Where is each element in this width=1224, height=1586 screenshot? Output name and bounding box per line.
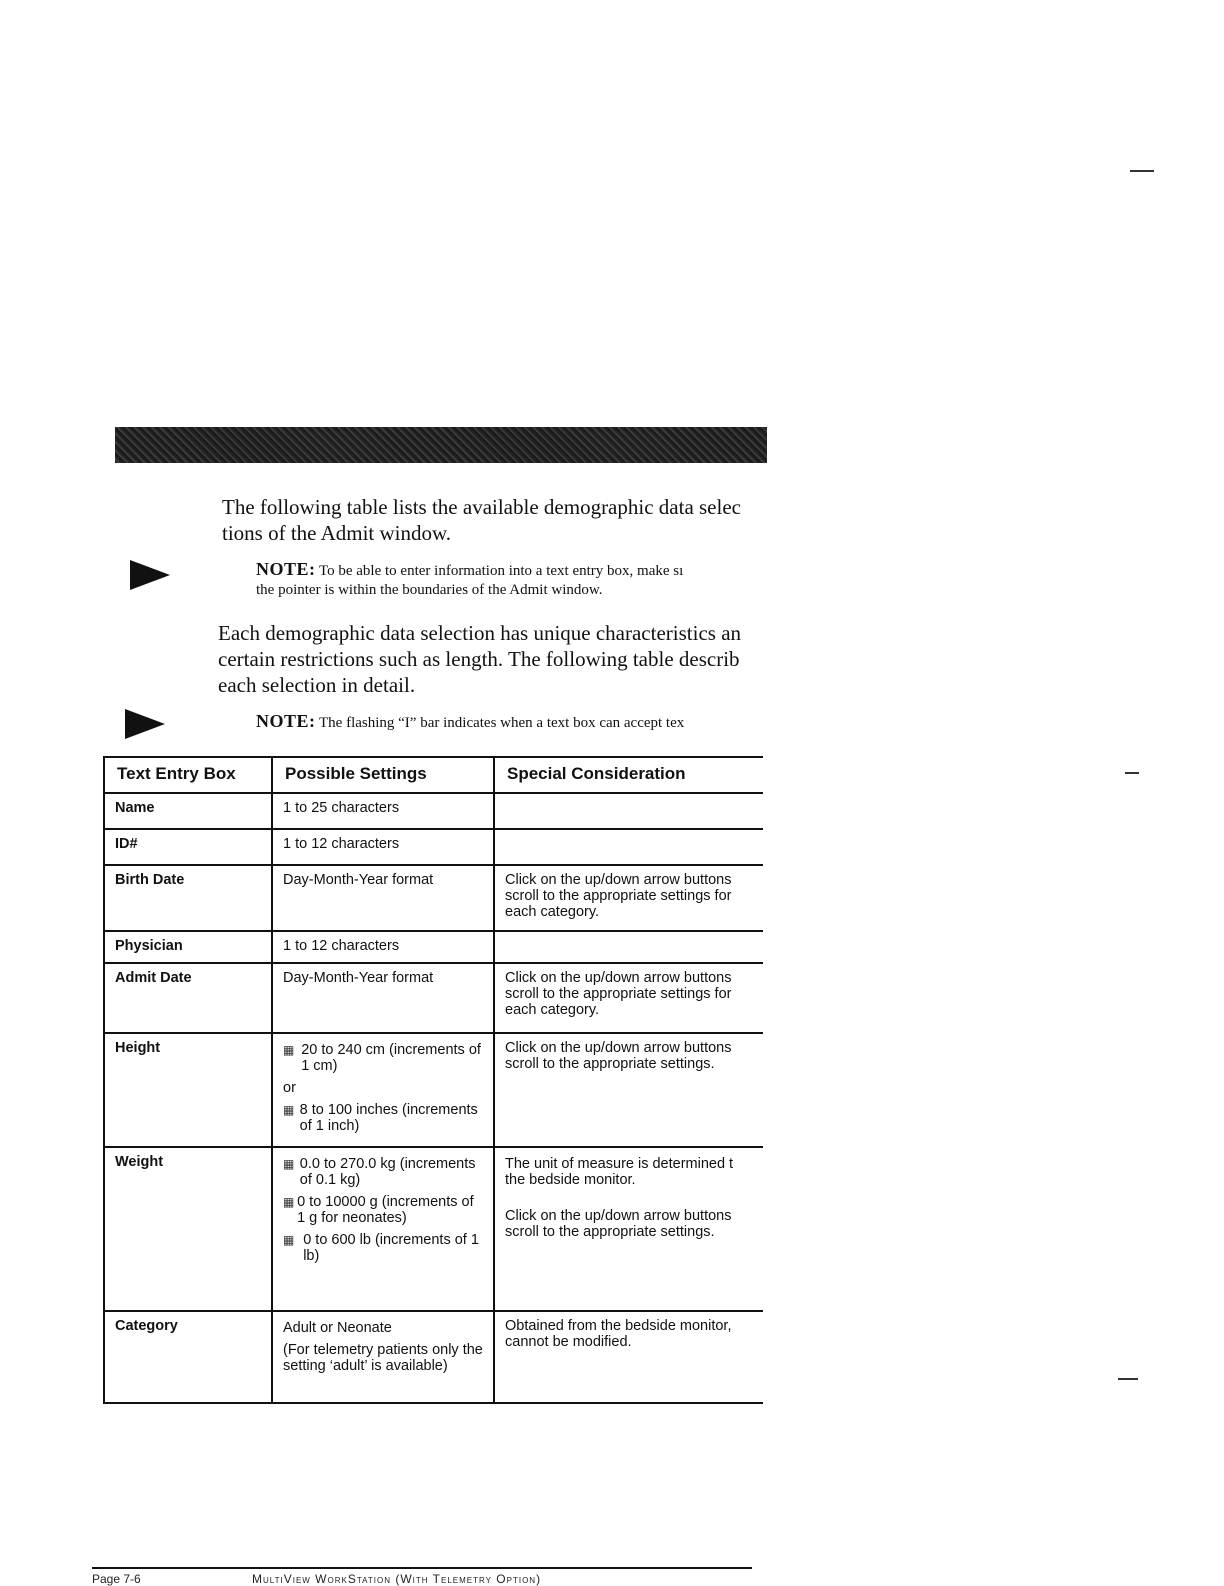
setting-text: 20 to 240 cm (increments of 1 cm) bbox=[301, 1042, 481, 1074]
row-birth-date-consideration bbox=[494, 865, 763, 931]
row-name-consideration bbox=[494, 793, 763, 829]
table-row bbox=[104, 1147, 763, 1311]
row-weight-consideration bbox=[494, 1147, 763, 1311]
margin-mark bbox=[1130, 170, 1154, 172]
header-possible-settings: Possible Settings bbox=[272, 757, 494, 793]
table-row bbox=[104, 963, 763, 1033]
header-text-entry-box: Text Entry Box bbox=[104, 757, 272, 793]
table-row bbox=[104, 829, 763, 865]
note-2 bbox=[256, 712, 684, 733]
row-physician-box: Physician bbox=[104, 931, 272, 963]
note-2-text: The flashing “I” bar indicates when a text box can accept tex bbox=[319, 715, 685, 731]
consideration-text: Click on the up/down arrow buttons scroll to the appropriate settings for each category. bbox=[505, 970, 732, 1018]
row-height-box: Height bbox=[104, 1033, 272, 1147]
note-arrow-icon bbox=[125, 709, 165, 739]
table-row bbox=[104, 1311, 763, 1403]
row-category-settings bbox=[272, 1311, 494, 1403]
row-weight-settings bbox=[272, 1147, 494, 1311]
intro-line-2: tions of the Admit window. bbox=[222, 521, 452, 545]
note-1-line-1: To be able to enter information into a text entry box, make sı bbox=[319, 563, 684, 579]
row-admit-date-consideration bbox=[494, 963, 763, 1033]
note-arrow-icon bbox=[130, 560, 170, 590]
row-birth-date-box: Birth Date bbox=[104, 865, 272, 931]
consideration-text: Click on the up/down arrow buttons scroll to the appropriate settings. bbox=[505, 1040, 732, 1072]
consideration-text: The unit of measure is determined t the bedside monitor. bbox=[505, 1156, 734, 1188]
setting-text: Day-Month-Year format bbox=[283, 872, 434, 888]
bullet-icon: ▦ bbox=[283, 1195, 295, 1209]
row-admit-date-settings bbox=[272, 963, 494, 1033]
setting-text: Day-Month-Year format bbox=[283, 970, 434, 986]
row-category-box: Category bbox=[104, 1311, 272, 1403]
section-header-band bbox=[115, 427, 767, 463]
description-paragraph bbox=[218, 620, 741, 698]
margin-mark bbox=[1125, 772, 1139, 774]
setting-text: (For telemetry patients only the setting ‘adult’ is available) bbox=[283, 1342, 483, 1374]
consideration-text: Click on the up/down arrow buttons scroll to the appropriate settings. bbox=[505, 1208, 732, 1240]
setting-text: Adult or Neonate bbox=[283, 1320, 392, 1336]
bullet-icon: ▦ bbox=[283, 1157, 295, 1171]
consideration-text: Click on the up/down arrow buttons scroll to the appropriate settings for each category. bbox=[505, 872, 732, 920]
setting-item bbox=[283, 1194, 483, 1226]
table-row bbox=[104, 865, 763, 931]
description-line-2: certain restrictions such as length. The following table describ bbox=[218, 647, 740, 671]
row-height-consideration bbox=[494, 1033, 763, 1147]
setting-or: or bbox=[283, 1080, 296, 1096]
row-name-settings bbox=[272, 793, 494, 829]
intro-paragraph bbox=[222, 494, 741, 546]
row-physician-consideration bbox=[494, 931, 763, 963]
row-id-settings bbox=[272, 829, 494, 865]
note-1-label: NOTE: bbox=[256, 559, 316, 579]
description-line-3: each selection in detail. bbox=[218, 673, 416, 697]
row-weight-box: Weight bbox=[104, 1147, 272, 1311]
setting-item bbox=[283, 1102, 483, 1134]
note-2-label: NOTE: bbox=[256, 711, 316, 731]
setting-text: 1 to 12 characters bbox=[283, 938, 400, 954]
footer-page-number: Page 7-6 bbox=[92, 1572, 141, 1586]
row-physician-settings bbox=[272, 931, 494, 963]
row-id-box: ID# bbox=[104, 829, 272, 865]
table-row bbox=[104, 793, 763, 829]
setting-text: 0.0 to 270.0 kg (increments of 0.1 kg) bbox=[299, 1156, 476, 1188]
table-header-row bbox=[104, 757, 763, 793]
setting-text: 1 to 12 characters bbox=[283, 836, 400, 852]
description-line-1: Each demographic data selection has unique characteristics an bbox=[218, 621, 742, 645]
setting-item bbox=[283, 1042, 483, 1074]
bullet-icon: ▦ bbox=[283, 1103, 295, 1117]
footer-rule bbox=[92, 1567, 752, 1569]
row-category-consideration bbox=[494, 1311, 763, 1403]
table-row bbox=[104, 931, 763, 963]
footer-title: MultiView WorkStation (With Telemetry Option) bbox=[252, 1572, 542, 1586]
setting-text: 0 to 10000 g (increments of 1 g for neonates) bbox=[297, 1194, 474, 1226]
header-special-consideration: Special Consideration bbox=[494, 757, 763, 793]
demographic-settings-table bbox=[103, 756, 763, 1404]
row-id-consideration bbox=[494, 829, 763, 865]
table-row bbox=[104, 1033, 763, 1147]
row-admit-date-box: Admit Date bbox=[104, 963, 272, 1033]
setting-text: 1 to 25 characters bbox=[283, 800, 400, 816]
bullet-icon: ▦ bbox=[283, 1233, 295, 1247]
margin-mark bbox=[1118, 1378, 1138, 1380]
setting-text: 8 to 100 inches (increments of 1 inch) bbox=[299, 1102, 478, 1134]
intro-line-1: The following table lists the available demographic data selec bbox=[222, 495, 741, 519]
note-1 bbox=[256, 560, 683, 600]
bullet-icon: ▦ bbox=[283, 1043, 295, 1057]
consideration-text: Obtained from the bedside monitor, cannot be modified. bbox=[505, 1318, 732, 1350]
row-name-box: Name bbox=[104, 793, 272, 829]
setting-item bbox=[283, 1156, 483, 1188]
note-1-line-2: the pointer is within the boundaries of the Admit window. bbox=[256, 582, 603, 598]
row-height-settings bbox=[272, 1033, 494, 1147]
setting-text: 0 to 600 lb (increments of 1 lb) bbox=[303, 1232, 479, 1264]
row-birth-date-settings bbox=[272, 865, 494, 931]
setting-item bbox=[283, 1232, 483, 1264]
